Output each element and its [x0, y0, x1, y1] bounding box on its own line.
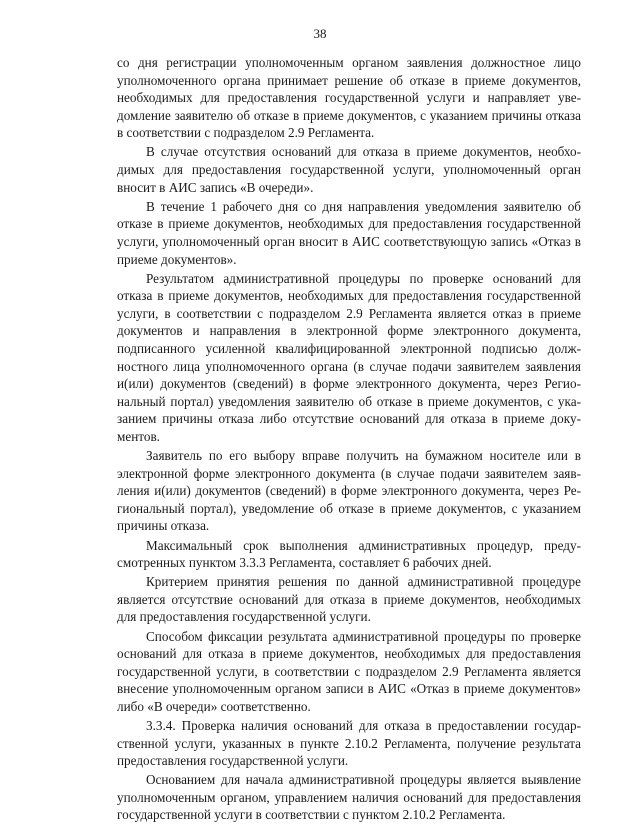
paragraph-9: 3.3.4. Проверка наличия оснований для отказа в предоставлении государственной услуги, указанных в пункте 2.10.2 Регламента, получение результата предоставления государственной услуги.: [117, 717, 581, 769]
paragraph-4: Результатом административной процедуры по проверке оснований для отказа в приеме документов, необходимых для предоставления государственной услуги, в соответствии с подразделом 2.9 Регламента является отказ в приеме документов и направления в электронной форме электронного документа, подписанного усиленной квалифицированной электронной подписью должностного лица уполномоченного органа (в случае подачи заявителем заявления и(или) документов (сведений) в форме электронного документа, через Региональный портал) уведомления заявителю об отказе в приеме документов, с указанием причины отказа либо отсутствие оснований для отказа в приеме документов.: [117, 270, 581, 444]
paragraph-10: Основанием для начала административной процедуры является выявление уполномоченным органом, управлением наличия оснований для предоставления государственной услуги в соответствии с пунктом 2.10.2 Регламента.: [117, 772, 581, 823]
paragraph-7: Критерием принятия решения по данной административной процедуре является отсутствие оснований для отказа в приеме документов, необходимых для предоставления государственной услуги.: [117, 574, 581, 625]
paragraph-6: Максимальный срок выполнения административных процедур, предусмотренных пунктом 3.3.3 Регламента, составляет 6 рабочих дней.: [117, 537, 581, 571]
document-body: [117, 54, 581, 826]
paragraph-1: со дня регистрации уполномоченным органом заявления должностное лицо уполномоченного органа принимает решение об отказе в приеме документов, необходимых для предоставления государственной услуги и направляет уведомление заявителю об отказе в приеме документов, с указанием причины отказа в соответствии с подразделом 2.9 Регламента.: [117, 55, 581, 141]
paragraph-8: Способом фиксации результата административной процедуры по проверке оснований для отказа в приеме документов, необходимых для предоставления государственной услуги, в соответствии с подразделом 2.9 Регламента является внесение уполномоченным органом записи в АИС «Отказ в приеме документов» либо «В очереди» соответственно.: [117, 628, 581, 714]
page-number: 38: [313, 26, 327, 41]
paragraph-2: В случае отсутствия оснований для отказа в приеме документов, необходимых для предоставления государственной услуги, уполномоченный орган вносит в АИС запись «В очереди».: [117, 144, 581, 195]
paragraph-3: В течение 1 рабочего дня со дня направления уведомления заявителю об отказе в приеме документов, необходимых для предоставления государственной услуги, уполномоченный орган вносит в АИС соответствующую запись «Отказ в приеме документов».: [117, 198, 581, 267]
paragraph-5: Заявитель по его выбору вправе получить на бумажном носителе или в электронной форме электронного документа (в случае подачи заявителем заявления и(или) документов (сведений) в форме электронного документа, через Региональный портал), уведомление об отказе в приеме документов, с указанием причины отказа.: [117, 448, 581, 534]
